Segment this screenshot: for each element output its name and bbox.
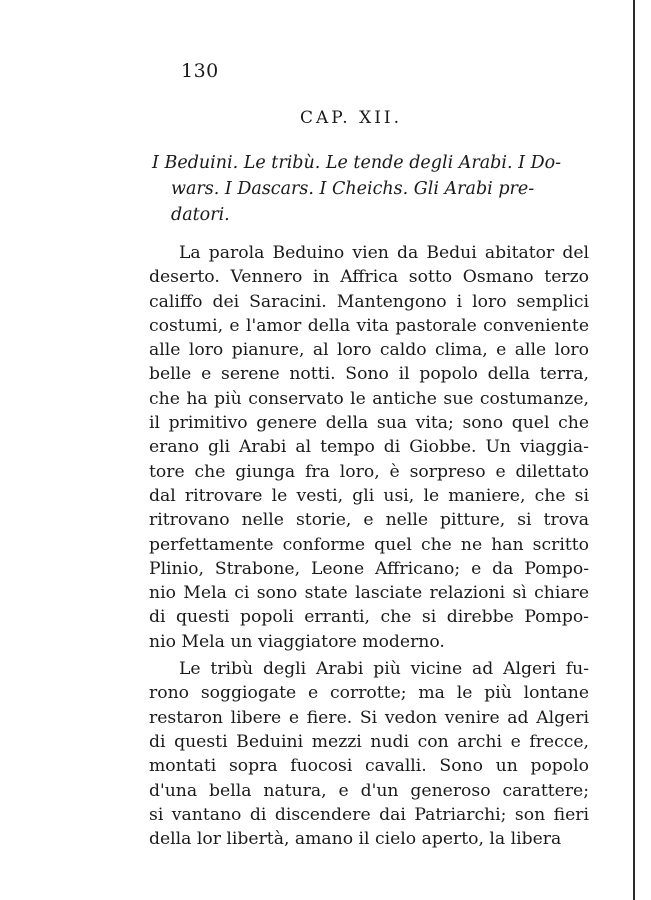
paragraph-1-line: erano gli Arabi al tempo di Giobbe. Un viaggia- <box>149 437 589 458</box>
paragraph-2 <box>149 657 589 851</box>
paragraph-2-line: montati sopra fuocosi cavalli. Sono un popolo <box>149 756 589 777</box>
paragraph-1-line: alle loro pianure, al loro caldo clima, e alle loro <box>149 340 589 361</box>
summary-line: datori. <box>171 205 230 225</box>
paragraph-2-line: della lor libertà, amano il cielo aperto, la libera <box>149 829 562 850</box>
paragraph-1-line: di questi popoli erranti, che si direbbe Pompo- <box>149 607 589 628</box>
paragraph-1-line: nio Mela un viaggiatore moderno. <box>149 631 445 652</box>
paragraph-1-line: perfettamente conforme quel che ne han scritto <box>149 534 589 555</box>
page-edge-line <box>633 0 635 900</box>
paragraph-1-line: che ha più conservato le antiche sue costumanze, <box>149 388 589 409</box>
summary-line: I Beduini. Le tribù. Le tende degli Arabi. I Do- <box>152 153 562 173</box>
paragraph-2-line: rono soggiogate e corrotte; ma le più lontane <box>149 683 589 704</box>
paragraph-1-line: nio Mela ci sono state lasciate relazioni sì chiare <box>149 583 589 604</box>
paragraph-2-line: si vantano di discendere dai Patriarchi; son fieri <box>149 804 589 825</box>
paragraph-1-line: Plinio, Strabone, Leone Affricano; e da Pompo- <box>149 558 589 579</box>
paragraph-1-line: belle e serene notti. Sono il popolo della terra, <box>149 364 589 385</box>
paragraph-2-line: Le tribù degli Arabi più vicine ad Algeri fu- <box>179 659 589 680</box>
paragraph-2-line: di questi Beduini mezzi nudi con archi e frecce, <box>149 731 589 752</box>
paragraph-1-line: tore che giunga fra loro, è sorpreso e dilettato <box>149 461 589 482</box>
summary-line: wars. I Dascars. I Cheichs. Gli Arabi pre- <box>171 179 535 199</box>
paragraph-1-line: costumi, e l'amor della vita pastorale conveniente <box>149 315 589 336</box>
paragraph-1-line: califfo dei Saracini. Mantengono i loro semplici <box>149 291 589 312</box>
page-number: 130 <box>181 60 219 82</box>
paragraph-1-line: dal ritrovare le vesti, gli usi, le maniere, che si <box>149 485 589 506</box>
paragraph-1 <box>149 241 589 654</box>
paragraph-2-line: restaron libere e fiere. Si vedon venire ad Algeri <box>149 707 589 728</box>
chapter-summary <box>152 150 572 228</box>
paragraph-1-line: La parola Beduino vien da Bedui abitator del <box>179 243 589 263</box>
body-text <box>149 241 589 851</box>
paragraph-1-line: ritrovano nelle storie, e nelle pitture, si trova <box>149 510 589 531</box>
chapter-heading: CAP. XII. <box>300 108 403 128</box>
paragraph-1-line: deserto. Vennero in Affrica sotto Osmano terzo <box>149 267 589 288</box>
paragraph-1-line: il primitivo genere della sua vita; sono quel che <box>149 413 589 434</box>
paragraph-2-line: d'una bella natura, e d'un generoso carattere; <box>149 780 589 801</box>
